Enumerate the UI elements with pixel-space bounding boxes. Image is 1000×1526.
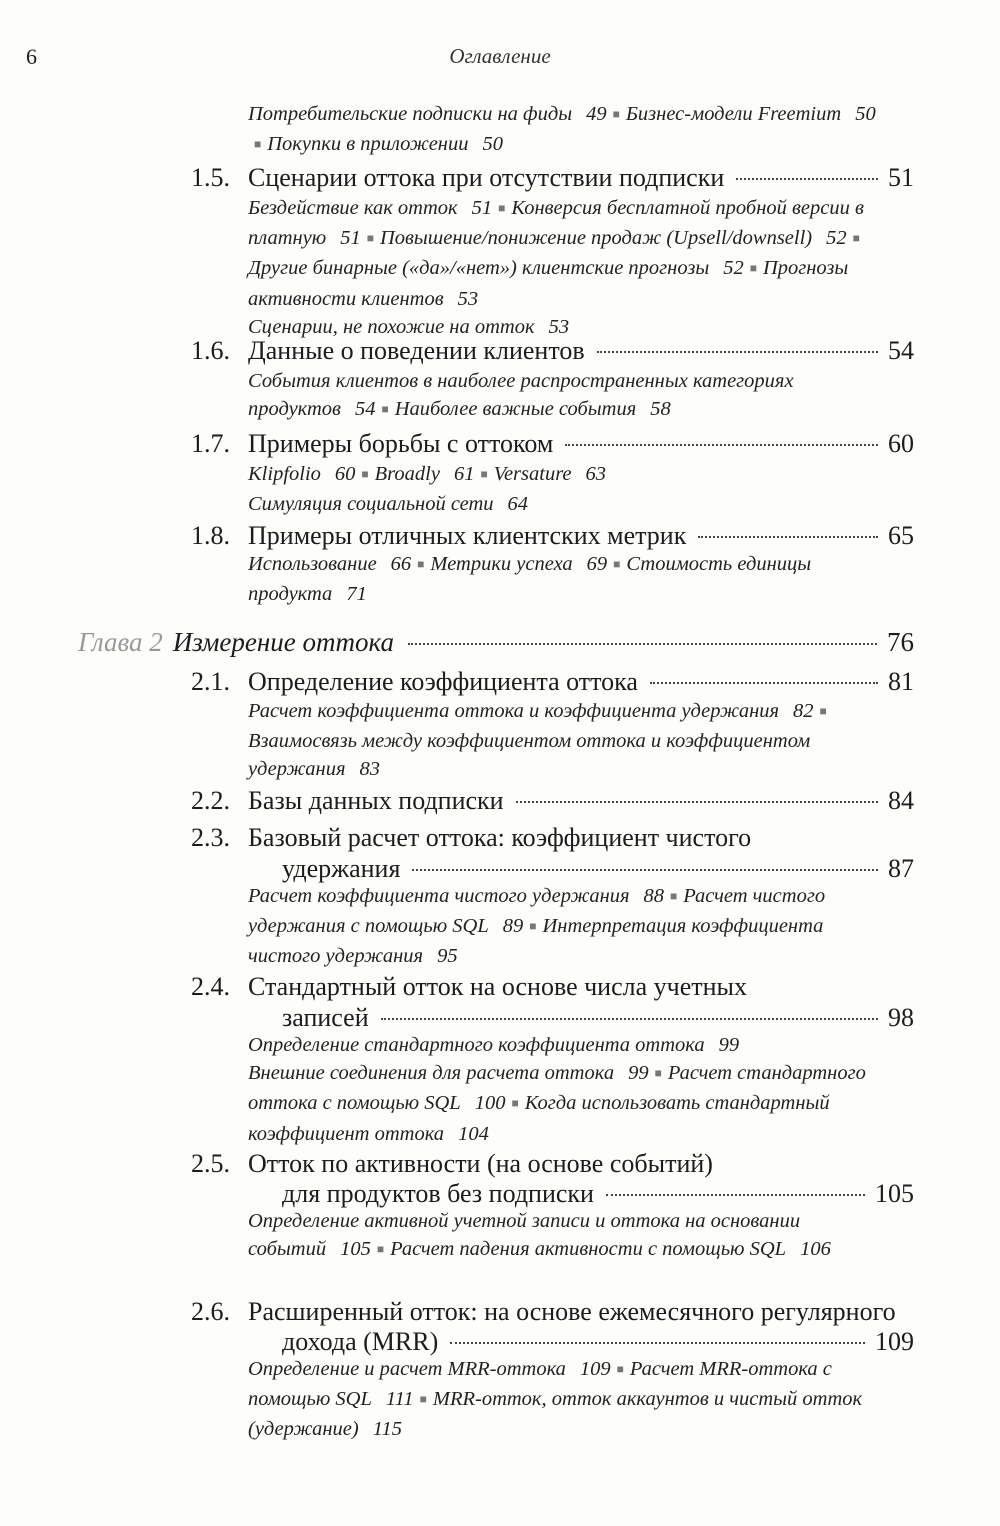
- page-number: 6: [26, 44, 37, 69]
- toc-chapter-2[interactable]: [78, 624, 914, 660]
- subtopic[interactable]: Расчет стандартного оттока с помощью SQL 100: [248, 1062, 866, 1115]
- section-number: 1.8.: [191, 521, 230, 550]
- bullet-separator-icon: ■: [254, 137, 262, 152]
- subtopics-2-1: [248, 697, 888, 784]
- running-title: Оглавление: [449, 44, 551, 68]
- chapter-page: 76: [887, 627, 914, 657]
- section-page: 81: [888, 667, 914, 696]
- section-page: 105: [875, 1179, 914, 1208]
- subtopic[interactable]: Стоимость единицы продукта 71: [248, 553, 812, 606]
- bullet-separator-icon: ■: [616, 1362, 624, 1376]
- section-number: 1.6.: [191, 336, 230, 365]
- dot-leader: [698, 536, 878, 538]
- section-number: 2.4.: [191, 972, 230, 1001]
- chapter-label: Глава 2: [78, 627, 163, 657]
- subtopic[interactable]: Конверсия бесплатной пробной версии в платную 51: [248, 197, 864, 250]
- section-title: Сценарии оттока при отсутствии подписки: [248, 163, 725, 192]
- dot-leader: [381, 1018, 878, 1020]
- toc-entry-2-3[interactable]: [282, 853, 914, 885]
- subtopics-1-8: [248, 550, 888, 608]
- subtopic[interactable]: Когда использовать стандартный коэффициент оттока 104: [248, 1092, 830, 1145]
- bullet-separator-icon: ■: [511, 1096, 519, 1111]
- toc-entry-1-6[interactable]: [248, 335, 914, 367]
- section-number: 2.2.: [191, 786, 230, 815]
- bullet-separator-icon: ■: [419, 1392, 427, 1407]
- section-title: Базы данных подписки: [248, 786, 504, 815]
- section-title-line1[interactable]: Стандартный отток на основе числа учетных: [248, 972, 748, 1001]
- section-page: 60: [888, 429, 914, 458]
- section-page: 109: [875, 1327, 914, 1356]
- section-page: 87: [888, 854, 914, 883]
- subtopics-2-3: [248, 882, 888, 971]
- section-page: 51: [888, 163, 914, 192]
- bullet-separator-icon: ■: [417, 557, 425, 571]
- subtopic[interactable]: События клиентов в наиболее распространенных категориях продуктов 54: [248, 370, 794, 421]
- section-number: 2.6.: [191, 1297, 230, 1326]
- dot-leader: [736, 178, 878, 180]
- section-title-line2: для продуктов без подписки: [282, 1179, 594, 1208]
- bullet-separator-icon: ■: [612, 107, 620, 121]
- toc-entry-2-1[interactable]: [248, 666, 914, 698]
- section-number: 1.5.: [191, 163, 230, 192]
- section-title: Данные о поведении клиентов: [248, 336, 585, 365]
- subtopic[interactable]: Использование 66: [248, 553, 412, 575]
- subtopics-1-5: [248, 194, 888, 341]
- subtopics-2-6: [248, 1355, 888, 1444]
- bullet-separator-icon: ■: [498, 201, 506, 215]
- bullet-separator-icon: ■: [670, 889, 678, 903]
- subtopic[interactable]: Расчет падения активности с помощью SQL 106: [390, 1238, 831, 1261]
- subtopic[interactable]: Определение активной учетной записи и оттока на основании событий 105: [248, 1210, 801, 1261]
- subtopic[interactable]: Прогнозы активности клиентов 53: [248, 257, 849, 310]
- subtopic[interactable]: Покупки в приложении 50: [267, 133, 503, 156]
- subtopic[interactable]: Симуляция социальной сети 64: [248, 493, 529, 516]
- subtopic[interactable]: Потребительские подписки на фиды 49: [248, 103, 607, 125]
- section-number: 2.3.: [191, 823, 230, 852]
- section-title: Определение коэффициента оттока: [248, 667, 638, 696]
- toc-entry-1-5[interactable]: [248, 162, 914, 194]
- subtopic[interactable]: Бездействие как отток 51: [248, 197, 493, 219]
- dot-leader: [650, 682, 878, 684]
- toc-entry-2-6[interactable]: [282, 1326, 914, 1358]
- bullet-separator-icon: ■: [361, 467, 369, 481]
- section-number: 1.7.: [191, 429, 230, 458]
- bullet-separator-icon: ■: [480, 467, 488, 481]
- subtopic[interactable]: Повышение/понижение продаж (Upsell/downsell) 52: [379, 227, 847, 250]
- bullet-separator-icon: ■: [366, 231, 374, 246]
- toc-entry-1-7[interactable]: [248, 428, 914, 460]
- toc-entry-1-8[interactable]: [248, 520, 914, 552]
- section-title-line2: удержания: [282, 854, 401, 883]
- toc-entry-2-4[interactable]: [282, 1002, 914, 1034]
- dot-leader: [565, 444, 878, 446]
- subtopic[interactable]: Расчет коэффициента чистого удержания 88: [248, 885, 665, 907]
- dot-leader: [408, 643, 877, 645]
- subtopic[interactable]: Взаимосвязь между коэффициентом оттока и коэффициентом удержания 83: [248, 730, 811, 781]
- subtopic[interactable]: MRR-отток, отток аккаунтов и чистый отток (удержание) 115: [248, 1388, 863, 1441]
- subtopics-intro: [248, 100, 888, 160]
- dot-leader: [450, 1342, 865, 1344]
- section-page: 54: [888, 336, 914, 365]
- subtopics-2-4: [248, 1031, 888, 1148]
- subtopic[interactable]: Определение и расчет MRR-оттока 109: [248, 1358, 611, 1380]
- subtopics-2-5: [248, 1207, 888, 1265]
- bullet-separator-icon: ■: [613, 557, 621, 571]
- dot-leader: [516, 801, 878, 803]
- bullet-separator-icon: ■: [749, 261, 757, 276]
- section-number: 2.1.: [191, 667, 230, 696]
- subtopic[interactable]: Klipfolio 60: [248, 463, 356, 485]
- subtopic[interactable]: Broadly 61: [374, 463, 475, 485]
- subtopic[interactable]: Бизнес-модели Freemium 50: [625, 103, 876, 125]
- subtopic[interactable]: Сценарии, не похожие на отток 53: [248, 315, 570, 338]
- bullet-separator-icon: ■: [654, 1066, 662, 1081]
- subtopics-1-6: [248, 367, 888, 425]
- subtopic[interactable]: Определение стандартного коэффициента оттока 99: [248, 1034, 740, 1056]
- bullet-separator-icon: ■: [376, 1242, 385, 1257]
- subtopic[interactable]: Метрики успеха 69: [430, 553, 608, 575]
- section-title-line1[interactable]: Расширенный отток: на основе ежемесячного регулярного: [248, 1297, 896, 1326]
- bullet-separator-icon: ■: [819, 704, 827, 718]
- subtopic[interactable]: Versature 63: [493, 463, 607, 485]
- bullet-separator-icon: ■: [852, 231, 860, 246]
- section-title-line1[interactable]: Отток по активности (на основе событий): [248, 1149, 713, 1178]
- dot-leader: [606, 1194, 865, 1196]
- section-page: 65: [888, 521, 914, 550]
- section-title-line2: записей: [282, 1003, 369, 1032]
- chapter-title: Измерение оттока: [172, 627, 394, 657]
- section-page: 84: [888, 786, 914, 815]
- toc-entry-2-5[interactable]: [282, 1178, 914, 1210]
- subtopic[interactable]: Расчет MRR-оттока с помощью SQL 111: [248, 1358, 832, 1411]
- subtopic[interactable]: Другие бинарные («да»/«нет») клиентские прогнозы 52: [248, 257, 744, 280]
- subtopic[interactable]: Расчет чистого удержания с помощью SQL 89: [248, 885, 826, 938]
- section-title-line2: дохода (MRR): [282, 1327, 439, 1356]
- subtopic[interactable]: Внешние соединения для расчета оттока 99: [248, 1062, 649, 1085]
- subtopic[interactable]: Наиболее важные события 58: [394, 398, 671, 421]
- subtopic[interactable]: Расчет коэффициента оттока и коэффициента удержания 82: [248, 700, 814, 722]
- dot-leader: [597, 351, 878, 353]
- dot-leader: [412, 869, 878, 871]
- subtopic[interactable]: Интерпретация коэффициента чистого удержания 95: [248, 915, 824, 968]
- section-number: 2.5.: [191, 1149, 230, 1178]
- toc-entry-2-2[interactable]: [248, 785, 914, 817]
- section-title: Примеры отличных клиентских метрик: [248, 521, 687, 550]
- section-title-line1[interactable]: Базовый расчет оттока: коэффициент чистого: [248, 823, 752, 852]
- section-title: Примеры борьбы с оттоком: [248, 429, 554, 458]
- subtopics-1-7: [248, 460, 888, 518]
- bullet-separator-icon: ■: [529, 919, 537, 934]
- section-page: 98: [888, 1003, 914, 1032]
- bullet-separator-icon: ■: [381, 402, 389, 417]
